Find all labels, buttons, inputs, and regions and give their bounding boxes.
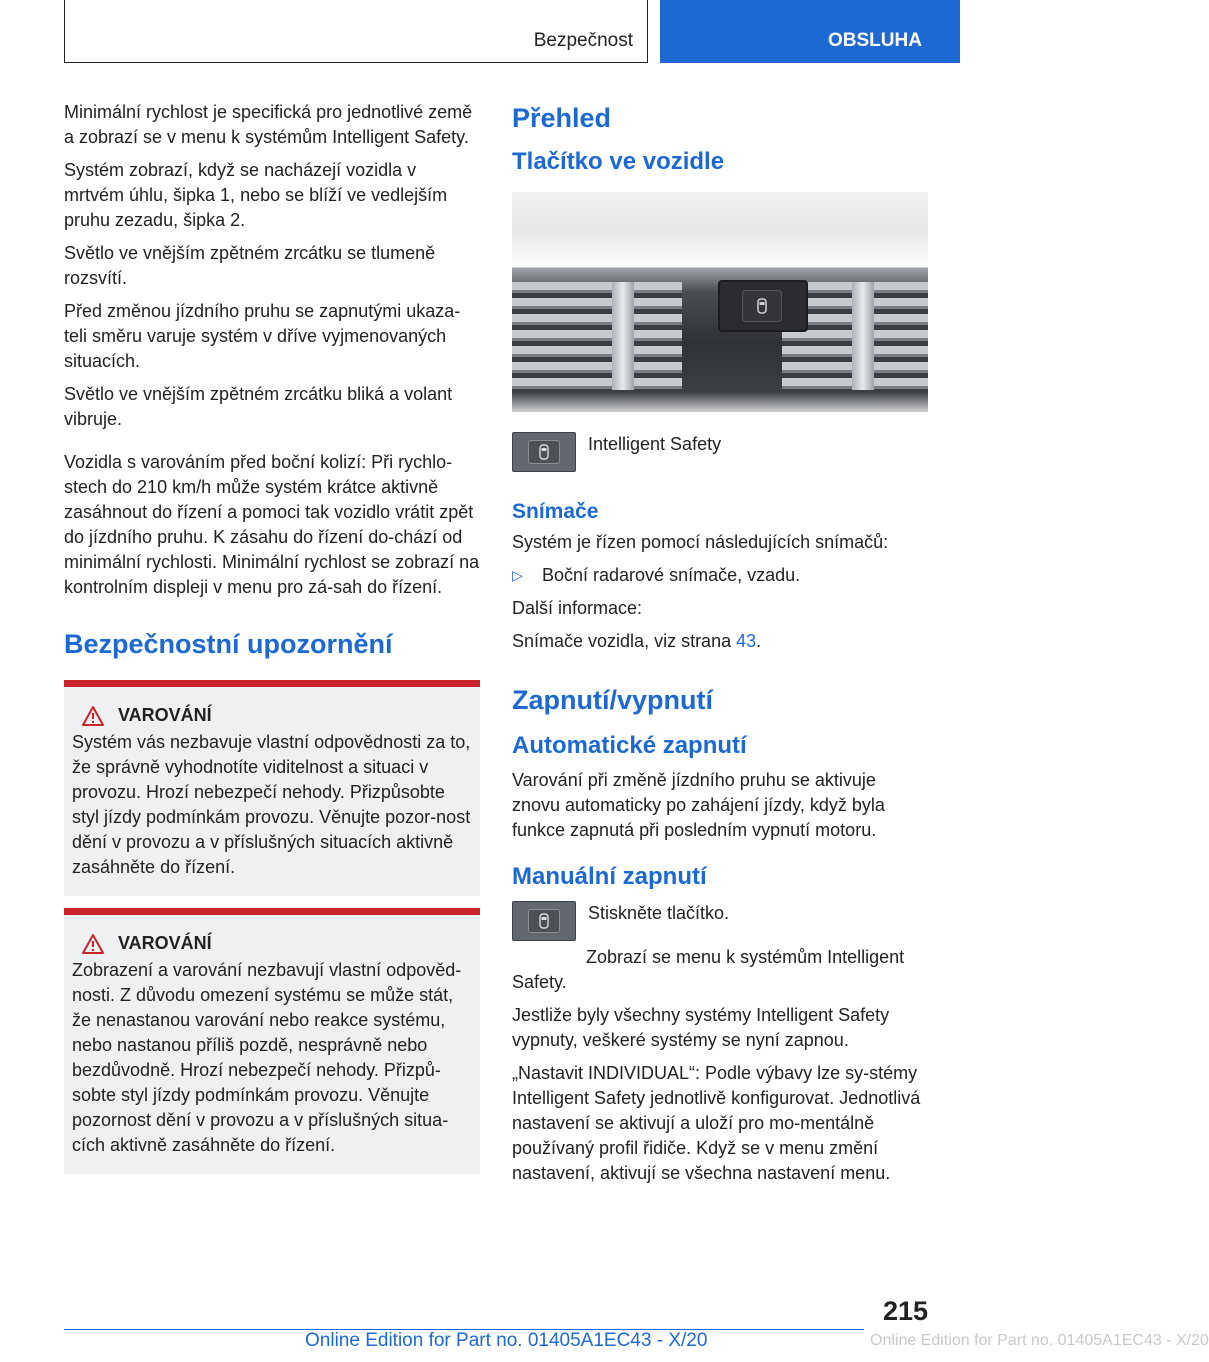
paragraph: Jestliže byly všechny systémy Intelligent Safety vypnuty, veškeré systémy se nyní zapnou. (512, 1005, 890, 1050)
paragraph: Systém je řízen pomocí následujících snímačů: (512, 532, 889, 552)
paragraph: Zobrazí se menu k systémům Intelligent Safety. (512, 947, 905, 992)
warning-triangle-icon (82, 706, 104, 726)
list-item: ▷ Boční radarové snímače, vzadu. (512, 563, 928, 588)
paragraph: Světlo ve vnějším zpětném zrcátku bliká a volant vibruje. (64, 384, 453, 429)
paragraph: Systém zobrazí, když se nacházejí vozidla v mrtvém úhlu, šipka 1, nebo se blíží ve vedlejším pruhu zezadu, šipka 2. (64, 160, 448, 230)
left-column (64, 100, 480, 1174)
manual-step (512, 901, 928, 941)
right-column (512, 100, 928, 1194)
paragraph: Před změnou jízdního pruhu se zapnutými ukaza‐teli směru varuje systém v dříve vyjmenovaných situacích. (64, 301, 461, 371)
icon-legend-label: Intelligent Safety (588, 434, 722, 454)
section-heading: Bezpečnostní upozornění (64, 629, 393, 659)
header-frame (64, 0, 648, 63)
triangle-bullet-icon: ▷ (512, 567, 523, 583)
subsection-heading: Automatické zapnutí (512, 732, 747, 759)
warning-title: VAROVÁNÍ (82, 933, 472, 954)
air-vent (512, 282, 682, 390)
intelligent-safety-button-icon (512, 901, 576, 941)
subsection-heading: Snímače (512, 500, 599, 523)
warning-box (64, 908, 480, 1174)
intelligent-safety-button (742, 290, 782, 322)
paragraph: Minimální rychlost je specifická pro jednotlivé země a zobrazí se v menu k systémům Intelligent Safety. (64, 102, 473, 147)
warning-triangle-icon (82, 934, 104, 954)
section-heading: Přehled (512, 103, 612, 133)
section-heading: Zapnutí/vypnutí (512, 685, 713, 715)
warning-title: VAROVÁNÍ (82, 705, 472, 726)
paragraph: Vozidla s varováním před boční kolizí: Při rychlo‐stech do 210 km/h může systém krátce aktivně zasáhnout do řízení a pomoci tak vozidlo vrátit zpět do jízdního pruhu. K zásahu do řízení do‐chází od minimální rychlosti. Minimální rychlost se zobrazí na kontrolním displeji v menu pro zá‐sah do řízení. (64, 452, 480, 597)
page-link[interactable]: 43 (736, 631, 757, 651)
page-number: 215 (882, 1296, 928, 1326)
footer-edition: Online Edition for Part no. 01405A1EC43 - X/20 (305, 1330, 708, 1351)
footer-watermark: Online Edition for Part no. 01405A1EC43 - X/20 (870, 1332, 1209, 1349)
paragraph: Varování při změně jízdního pruhu se aktivuje znovu automaticky po zahájení jízdy, když byla funkce zapnutá při posledním vypnutí motoru. (512, 770, 885, 840)
button-panel (718, 280, 808, 332)
header-chapter-tab: OBSLUHA (660, 0, 960, 63)
header-section-title: Bezpečnost (533, 30, 633, 51)
vehicle-button-photo (512, 192, 928, 412)
warning-text: Zobrazení a varování nezbavují vlastní odpověd‐nosti. Z důvodu omezení systému se může stát, že nenastanou varování nebo reakce systému, nebo nastanou příliš pozdě, nesprávně nebo bezdůvodně. Hrozí nebezpečí nehody. Přizpů‐sobte styl jízdy podmínkám provozu. Věnujte pozornost dění v provozu a v příslušných situa‐cích aktivně zasáhněte do řízení. (72, 960, 462, 1155)
warning-box (64, 680, 480, 896)
paragraph: Světlo ve vnějším zpětném zrcátku se tlumeně rozsvítí. (64, 243, 436, 288)
icon-legend (512, 432, 928, 472)
subsection-heading: Tlačítko ve vozidle (512, 148, 725, 175)
subsection-heading: Manuální zapnutí (512, 863, 707, 890)
car-shield-icon (753, 297, 771, 315)
intelligent-safety-button-icon (512, 432, 576, 472)
cross-reference: Snímače vozidla, viz strana 43. (512, 631, 762, 651)
paragraph: Další informace: (512, 598, 643, 618)
paragraph: „Nastavit INDIVIDUAL“: Podle výbavy lze sy‐stémy Intelligent Safety jednotlivě konfigurovat. Jednotlivá nastavení se aktivují a uloží pro mo‐mentálně používaný profil řidiče. Když se v menu změní nastavení, aktivují se všechna nastavení menu. (512, 1063, 921, 1183)
step-text: Stiskněte tlačítko. (588, 903, 730, 923)
warning-text: Systém vás nezbavuje vlastní odpovědnosti za to, že správně vyhodnotíte viditelnost a situaci v provozu. Hrozí nebezpečí nehody. Přizpůsobte styl jízdy podmínkám provozu. Věnujte pozor‐nost dění v provozu a v příslušných situacích aktivně zasáhněte do řízení. (72, 732, 471, 877)
